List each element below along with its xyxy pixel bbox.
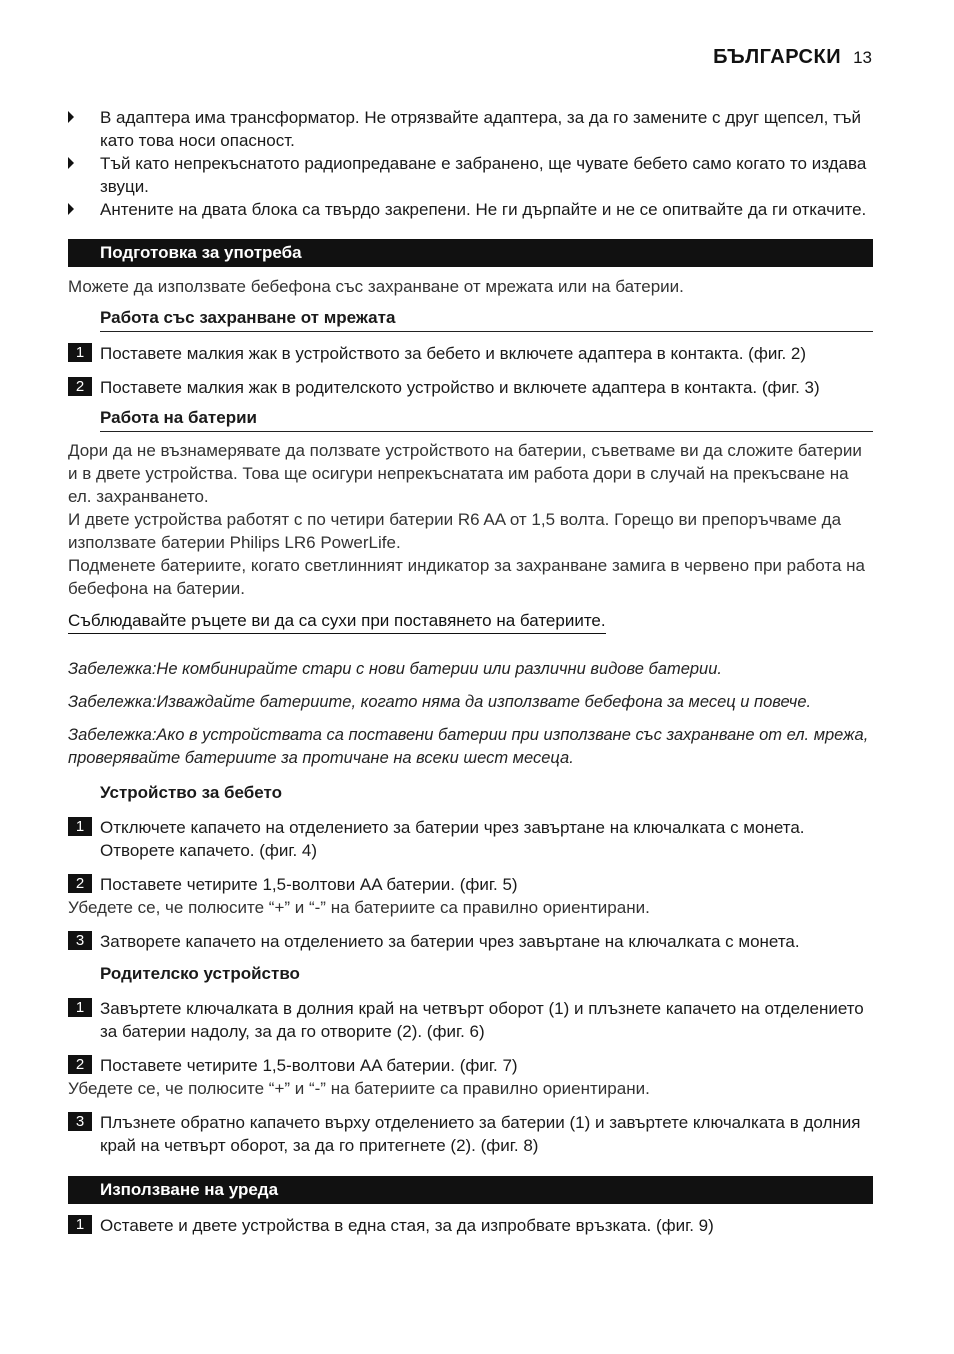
- battery-paragraph: Дори да не възнамерявате да ползвате устройството на батерии, съветваме ви да сложите батерии и в двете устройства. Това ще осигури непрекъснатата им работа дори в случай на прекъсване на ел. захранването.: [68, 441, 862, 506]
- section-heading-preparation: Подготовка за употреба: [68, 239, 873, 267]
- step-number: 2: [68, 1055, 92, 1074]
- page-number: 13: [853, 48, 872, 67]
- orientation-check-text: Убедете се, че полюсите “+” и “-” на батериите са правилно ориентирани.: [68, 898, 650, 917]
- step-number: 2: [68, 874, 92, 893]
- list-item: Тъй като непрекъснатото радиопредаване е забранено, ще чувате бебето само когато то издава звуци.: [68, 152, 873, 198]
- list-item: Антените на двата блока са твърдо закрепени. Не ги дърпайте и не се опитвайте да ги откачите.: [68, 198, 873, 221]
- subheading-baby-unit: Устройство за бебето: [100, 783, 282, 802]
- subheading-parent-unit: Родителско устройство: [100, 964, 300, 983]
- step-item: 3 Затворете капачето на отделението за батерии чрез завъртане на ключалката с монета.: [68, 930, 873, 953]
- battery-paragraph: Подменете батериите, когато светлинният индикатор за захранване замига в червено при работа на бебефона на батерии.: [68, 556, 865, 598]
- step-item: 2 Поставете четирите 1,5-волтови AA батерии. (фиг. 5): [68, 873, 873, 896]
- step-item: 1 Поставете малкия жак в устройството за бебето и включете адаптера в контакта. (фиг. 2): [68, 342, 873, 365]
- bullet-triangle-icon: [68, 203, 74, 215]
- caution-text: Съблюдавайте ръцете ви да са сухи при поставянето на батериите.: [68, 610, 606, 634]
- step-item: 1 Оставете и двете устройства в една стая, за да изпробвате връзката. (фиг. 9): [68, 1214, 873, 1237]
- intro-text: Можете да използвате бебефона със захранване от мрежата или на батерии.: [68, 277, 684, 296]
- page-header: [713, 46, 872, 69]
- step-number: 1: [68, 998, 92, 1017]
- note-text: Забележка:Не комбинирайте стари с нови батерии или различни видове батерии.: [68, 660, 722, 678]
- list-item: В адаптера има трансформатор. Не отрязвайте адаптера, за да го замените с друг щепсел, тъй като това носи опасност.: [68, 106, 873, 152]
- battery-paragraph: И двете устройства работят с по четири батерии R6 AA от 1,5 волта. Горещо ви препоръчваме да използвате батерии Philips LR6 PowerLife.: [68, 510, 842, 552]
- subheading-mains-power: Работа със захранване от мрежата: [100, 307, 873, 332]
- step-number: 3: [68, 1112, 92, 1131]
- note-text: Забележка:Ако в устройствата са поставени батерии при използване със захранване от ел. мрежа, проверявайте батериите за протичане на всеки шест месеца.: [68, 726, 869, 767]
- bullet-triangle-icon: [68, 157, 74, 169]
- orientation-check-text: Убедете се, че полюсите “+” и “-” на батериите са правилно ориентирани.: [68, 1079, 650, 1098]
- step-number: 1: [68, 1215, 92, 1234]
- step-item: 2 Поставете четирите 1,5-волтови AA батерии. (фиг. 7): [68, 1054, 873, 1077]
- step-item: 1 Отключете капачето на отделението за батерии чрез завъртане на ключалката с монета. Отворете капачето. (фиг. 4): [68, 816, 873, 862]
- step-item: 1 Завъртете ключалката в долния край на четвърт оборот (1) и плъзнете капачето на отделението за батерии надолу, за да го отворите (2). (фиг. 6): [68, 997, 873, 1043]
- language-label: БЪЛГАРСКИ: [713, 46, 842, 68]
- note-text: Забележка:Изваждайте батериите, когато няма да използвате бебефона за месец и повече.: [68, 693, 812, 711]
- step-number: 1: [68, 817, 92, 836]
- step-number: 3: [68, 931, 92, 950]
- page-content: [68, 106, 873, 1237]
- bullet-triangle-icon: [68, 111, 74, 123]
- subheading-battery-power: Работа на батерии: [100, 407, 873, 432]
- step-number: 1: [68, 343, 92, 362]
- step-number: 2: [68, 377, 92, 396]
- warning-list: [68, 106, 873, 221]
- step-item: 3 Плъзнете обратно капачето върху отделението за батерии (1) и завъртете ключалката в долния край на четвърт оборот, за да го притегнете (2). (фиг. 8): [68, 1111, 873, 1157]
- section-heading-usage: Използване на уреда: [68, 1176, 873, 1204]
- step-item: 2 Поставете малкия жак в родителското устройство и включете адаптера в контакта. (фиг. 3): [68, 376, 873, 399]
